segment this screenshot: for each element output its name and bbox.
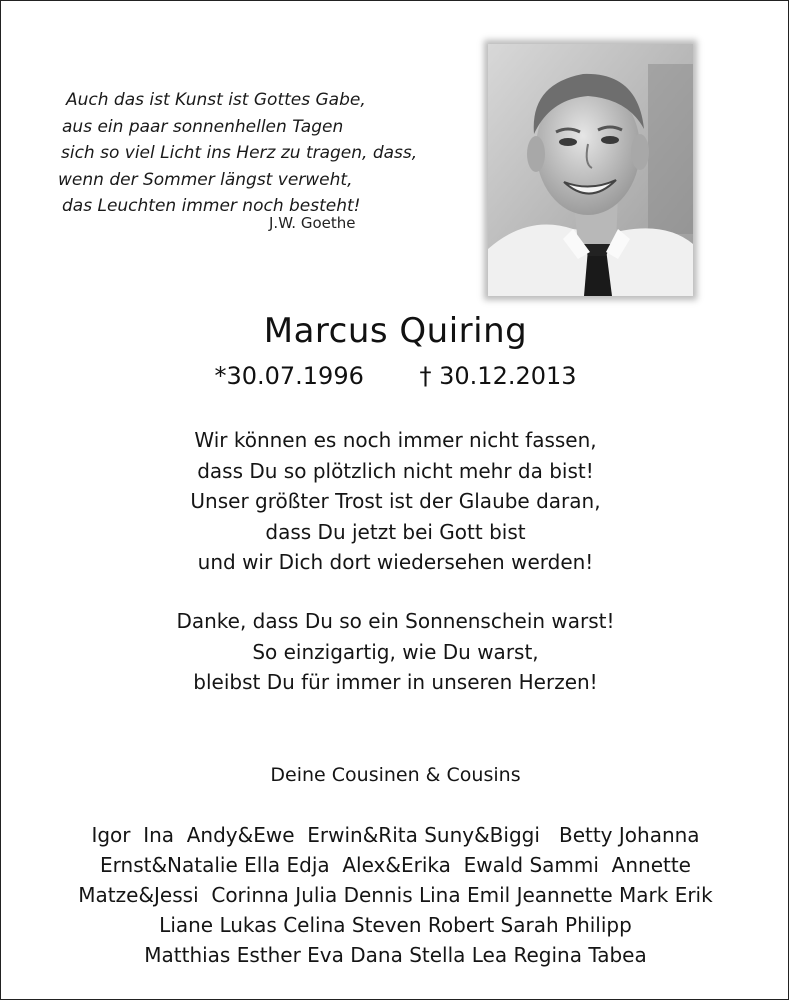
poem-author: J.W. Goethe [269,214,356,232]
message-line: Danke, dass Du so ein Sonnenschein warst! [176,609,615,633]
death-date: † 30.12.2013 [419,362,577,390]
deceased-name: Marcus Quiring [263,311,528,351]
goethe-poem [53,87,453,220]
poem-line: sich so viel Licht ins Herz zu tragen, dass, [61,143,418,163]
names-line: Matze&Jessi Corinna Julia Dennis Lina Emil Jeannette Mark Erik [78,883,713,907]
message-line: Wir können es noch immer nicht fassen, [194,428,597,452]
names-line: Ernst&Natalie Ella Edja Alex&Erika Ewald Sammi Annette [100,853,691,877]
message-line: bleibst Du für immer in unseren Herzen! [193,670,598,694]
message-block-1 [1,425,789,578]
message-block-2 [1,606,789,698]
message-line: Unser größter Trost ist der Glaube daran, [190,489,601,513]
poem-line: Auch das ist Kunst ist Gottes Gabe, [66,90,366,110]
life-dates [1,362,789,390]
message-line: und wir Dich dort wiedersehen werden! [197,550,594,574]
portrait-photo [488,44,693,296]
portrait-image [488,44,693,296]
message-line: dass Du jetzt bei Gott bist [265,519,526,544]
message-line: dass Du so plötzlich nicht mehr da bist! [197,458,594,483]
poem-line: das Leuchten immer noch besteht! [62,196,361,216]
names-line: Matthias Esther Eva Dana Stella Lea Regina Tabea [144,943,647,967]
names-line: Igor Ina Andy&Ewe Erwin&Rita Suny&Biggi Betty Johanna [91,823,700,847]
message-line: So einzigartig, wie Du warst, [252,639,539,664]
poem-line: aus ein paar sonnenhellen Tagen [62,116,344,137]
family-names [1,820,789,970]
names-line: Liane Lukas Celina Steven Robert Sarah Philipp [159,913,632,937]
poem-line: wenn der Sommer längst verweht, [58,169,353,190]
signoff: Deine Cousinen & Cousins [270,764,521,786]
birth-date: *30.07.1996 [214,362,364,390]
